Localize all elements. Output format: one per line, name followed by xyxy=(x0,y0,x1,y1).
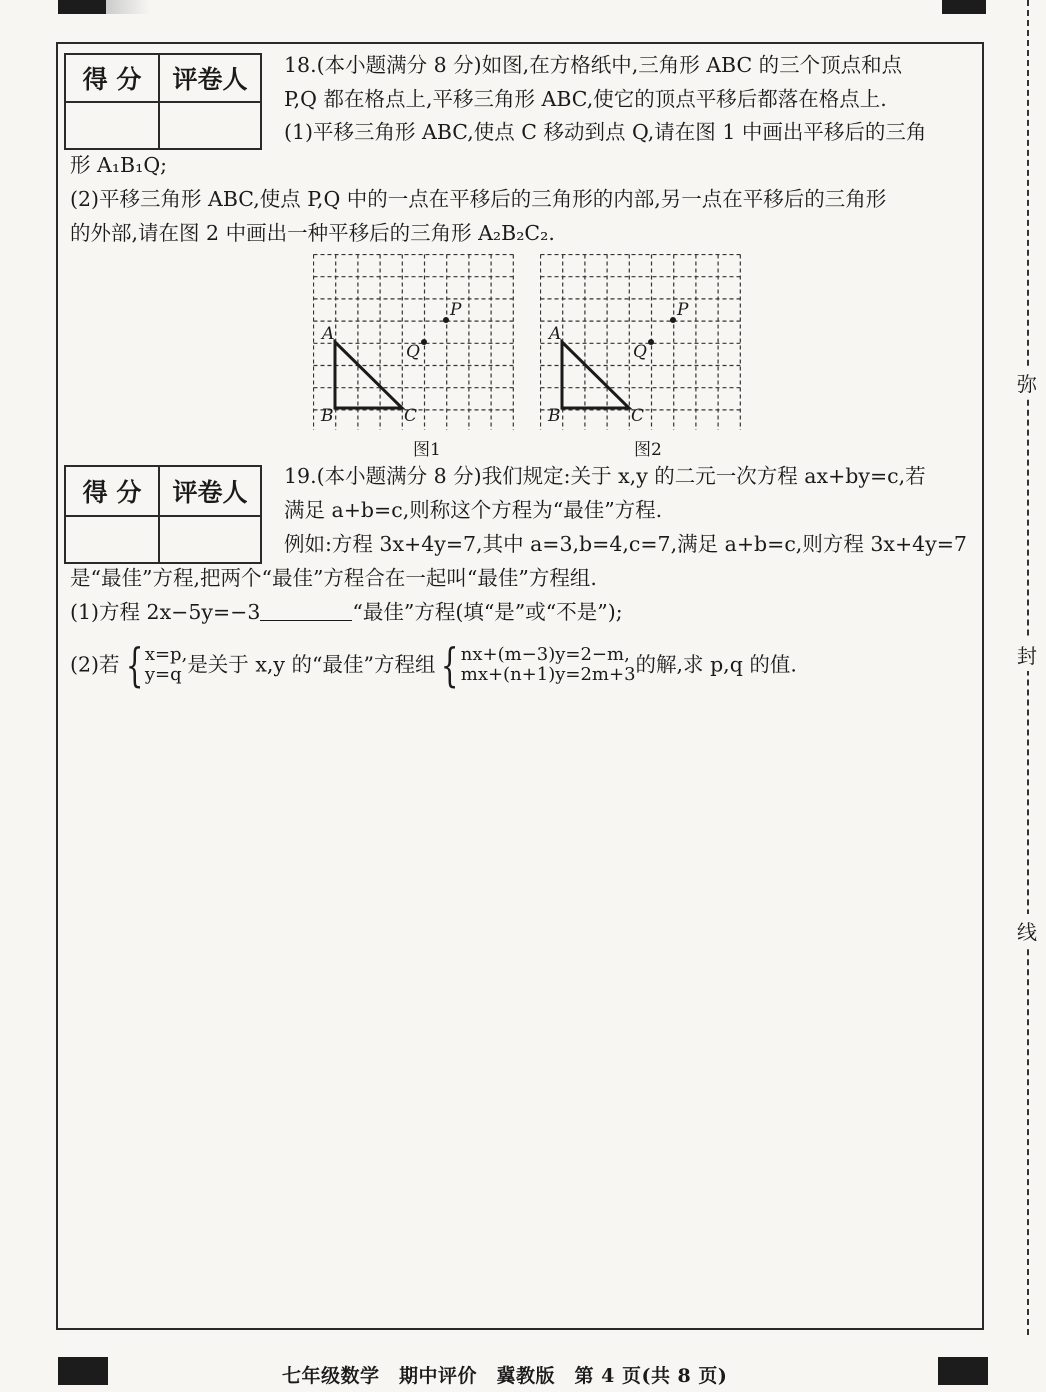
label-a: A xyxy=(549,324,562,344)
solution-pair xyxy=(145,645,187,685)
binding-char-mi: 弥 xyxy=(1017,366,1037,399)
grader-label: 评卷人 xyxy=(159,54,261,102)
score-box-q18 xyxy=(64,53,262,150)
q18-part2-line2: 的外部,请在图 2 中画出一种平移后的三角形 A₂B₂C₂. xyxy=(70,221,555,245)
q19-line1 xyxy=(284,460,926,493)
corner-mark-bottom-left xyxy=(58,1357,108,1385)
q18-intro-line2: P,Q 都在格点上,平移三角形 ABC,使它的顶点平移后都落在格点上. xyxy=(284,87,887,111)
score-label: 得 分 xyxy=(65,466,159,516)
q18-number: 18. xyxy=(284,53,317,77)
score-cell[interactable] xyxy=(65,102,159,149)
point-q xyxy=(421,339,427,345)
score-box-q19 xyxy=(64,465,262,564)
grader-label: 评卷人 xyxy=(159,466,261,516)
q19-part1 xyxy=(70,596,623,629)
q19-part1-prefix: (1)方程 2x−5y=−3 xyxy=(70,600,261,624)
sol-line1: x=p, xyxy=(144,643,188,665)
label-q: Q xyxy=(633,342,647,362)
q19-heading: (本小题满分 8 分) xyxy=(316,464,482,488)
left-brace: { xyxy=(125,637,143,692)
sys-line2: mx+(n+1)y=2m+3 xyxy=(460,663,636,685)
figure-2-caption: 图2 xyxy=(634,440,662,460)
q19-part1-suffix: “最佳”方程(填“是”或“不是”); xyxy=(352,600,623,624)
corner-mark-bottom-right xyxy=(938,1357,988,1385)
corner-mark-top-left xyxy=(58,0,106,14)
score-label: 得 分 xyxy=(65,54,159,102)
equation-system xyxy=(461,645,636,685)
triangle-abc xyxy=(562,342,629,408)
q19-part2-suffix: 的解,求 p,q 的值. xyxy=(635,652,797,677)
label-p: P xyxy=(450,300,462,320)
triangle-abc xyxy=(335,342,402,408)
corner-mark-top-right xyxy=(942,0,986,14)
top-shadow xyxy=(106,0,150,14)
left-brace: { xyxy=(441,637,459,692)
grader-cell[interactable] xyxy=(159,516,261,563)
score-cell[interactable] xyxy=(65,516,159,563)
point-p xyxy=(670,317,676,323)
binding-char-xian: 线 xyxy=(1017,914,1037,947)
q19-part2-prefix: (2)若 xyxy=(70,652,120,677)
q19-line3: 例如:方程 3x+4y=7,其中 a=3,b=4,c=7,满足 a+b=c,则方程 3x+4y=7 xyxy=(284,532,967,556)
label-b: B xyxy=(548,406,561,426)
binding-char-feng: 封 xyxy=(1017,638,1037,671)
label-a: A xyxy=(322,324,335,344)
q18-part1-line1: (1)平移三角形 ABC,使点 C 移动到点 Q,请在图 1 中画出平移后的三角 xyxy=(284,120,927,144)
label-c: C xyxy=(404,406,418,426)
q19-line1-text: 我们规定:关于 x,y 的二元一次方程 ax+by=c,若 xyxy=(481,464,926,488)
grader-cell[interactable] xyxy=(159,102,261,149)
q19-line4: 是“最佳”方程,把两个“最佳”方程合在一起叫“最佳”方程组. xyxy=(70,566,597,590)
page-footer: 七年级数学 期中评价 冀教版 第 4 页(共 8 页) xyxy=(282,1365,728,1387)
sol-line2: y=q xyxy=(144,663,182,685)
figure-2 xyxy=(540,254,742,430)
q19-line2: 满足 a+b=c,则称这个方程为“最佳”方程. xyxy=(284,498,663,522)
q18-intro-line1: 如图,在方格纸中,三角形 ABC 的三个顶点和点 xyxy=(481,53,903,77)
figure-1-caption: 图1 xyxy=(413,440,441,460)
sys-line1: nx+(m−3)y=2−m, xyxy=(460,643,630,665)
q19-part2-middle: 是关于 x,y 的“最佳”方程组 xyxy=(187,652,436,677)
q18-part1-line2: 形 A₁B₁Q; xyxy=(70,153,168,177)
label-q: Q xyxy=(406,342,420,362)
point-q xyxy=(648,339,654,345)
answer-blank[interactable] xyxy=(260,598,352,621)
figure-1 xyxy=(313,254,515,430)
point-p xyxy=(443,317,449,323)
q18-part2-line1: (2)平移三角形 ABC,使点 P,Q 中的一点在平移后的三角形的内部,另一点在平移后的三角形 xyxy=(70,187,887,211)
label-p: P xyxy=(677,300,689,320)
label-c: C xyxy=(631,406,645,426)
q19-number: 19. xyxy=(284,464,317,488)
q18-heading: (本小题满分 8 分) xyxy=(316,53,482,77)
label-b: B xyxy=(321,406,334,426)
q18-line1 xyxy=(284,49,902,82)
q19-part2 xyxy=(70,637,797,692)
